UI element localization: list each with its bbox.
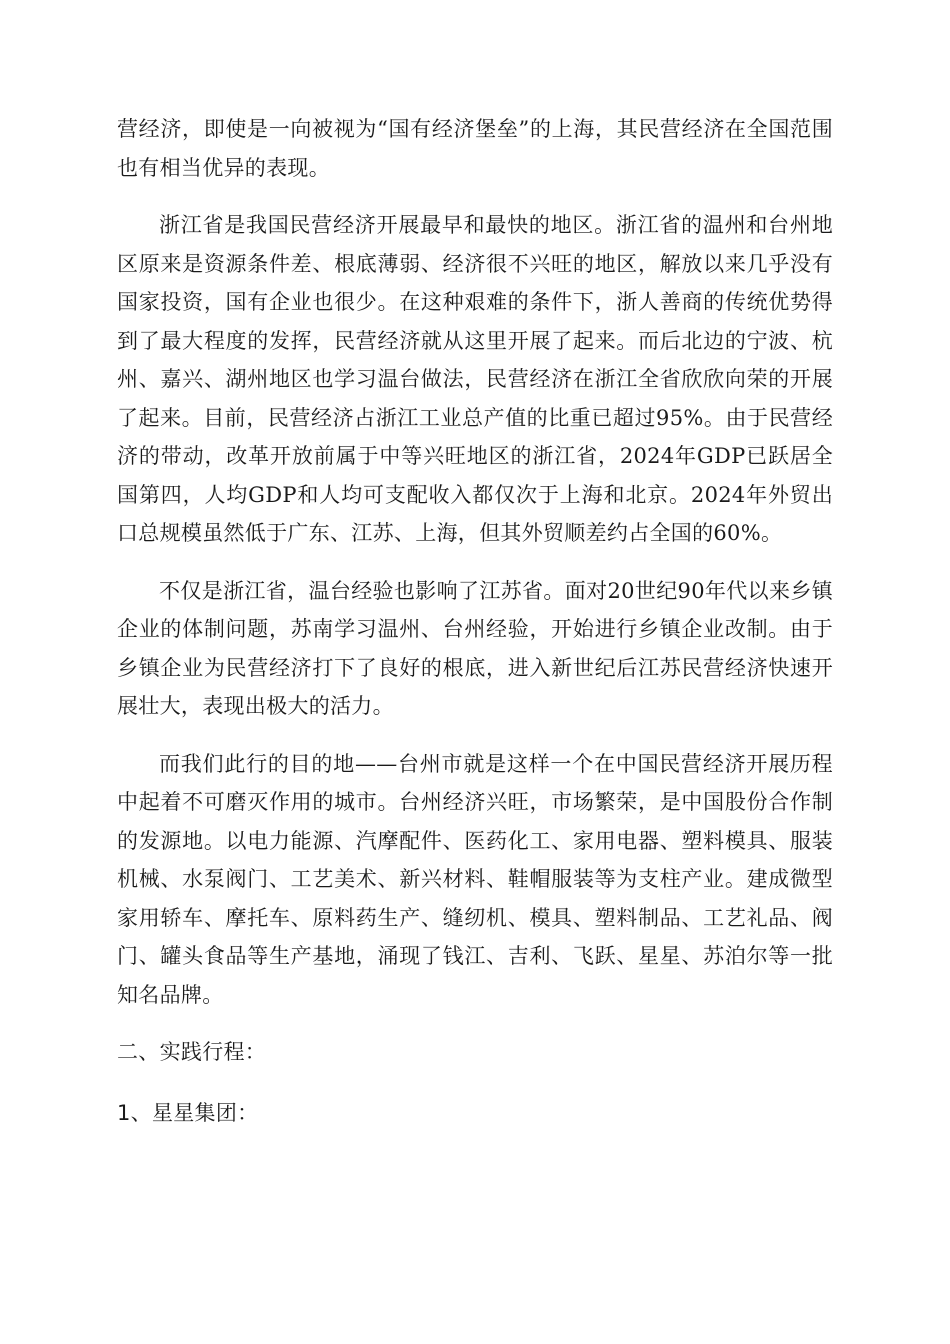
section-heading: 二、实践行程： bbox=[117, 1040, 267, 1064]
paragraph-jiangsu: 不仅是浙江省，温台经验也影响了江苏省。面对20世纪90年代以来乡镇企业的体制问题，苏南学习温州、台州经验，开始进行乡镇企业改制。由于乡镇企业为民营经济打下了良好的根底，进入新世纪后江苏民营经济快速开展壮大，表现出极大的活力。 bbox=[117, 578, 833, 718]
sub-heading: 1、星星集团： bbox=[117, 1100, 259, 1125]
paragraph-continued: 营经济，即使是一向被视为“国有经济堡垒”的上海，其民营经济在全国范围也有相当优异的表现。 bbox=[117, 117, 833, 180]
paragraph-taizhou: 而我们此行的目的地——台州市就是这样一个在中国民营经济开展历程中起着不可磨灭作用的城市。台州经济兴旺，市场繁荣，是中国股份合作制的发源地。以电力能源、汽摩配件、医药化工、家用电器、塑料模具、服装机械、水泵阀门、工艺美术、新兴材料、鞋帽服装等为支柱产业。建成微型家用轿车、摩托车、原料药生产、缝纫机、模具、塑料制品、工艺礼品、阀门、罐头食品等生产基地，涌现了钱江、吉利、飞跃、星星、苏泊尔等一批知名品牌。 bbox=[117, 751, 833, 1007]
document-page bbox=[117, 110, 833, 1132]
paragraph-zhejiang: 浙江省是我国民营经济开展最早和最快的地区。浙江省的温州和台州地区原来是资源条件差、根底薄弱、经济很不兴旺的地区，解放以来几乎没有国家投资，国有企业也很少。在这种艰难的条件下，浙人善商的传统优势得到了最大程度的发挥，民营经济就从这里开展了起来。而后北边的宁波、杭州、嘉兴、湖州地区也学习温台做法，民营经济在浙江全省欣欣向荣的开展了起来。目前，民营经济占浙江工业总产值的比重已超过95%。由于民营经济的带动，改革开放前属于中等兴旺地区的浙江省，2024年GDP已跃居全国第四，人均GDP和人均可支配收入都仅次于上海和北京。2024年外贸出口总规模虽然低于广东、江苏、上海，但其外贸顺差约占全国的60%。 bbox=[117, 213, 833, 545]
